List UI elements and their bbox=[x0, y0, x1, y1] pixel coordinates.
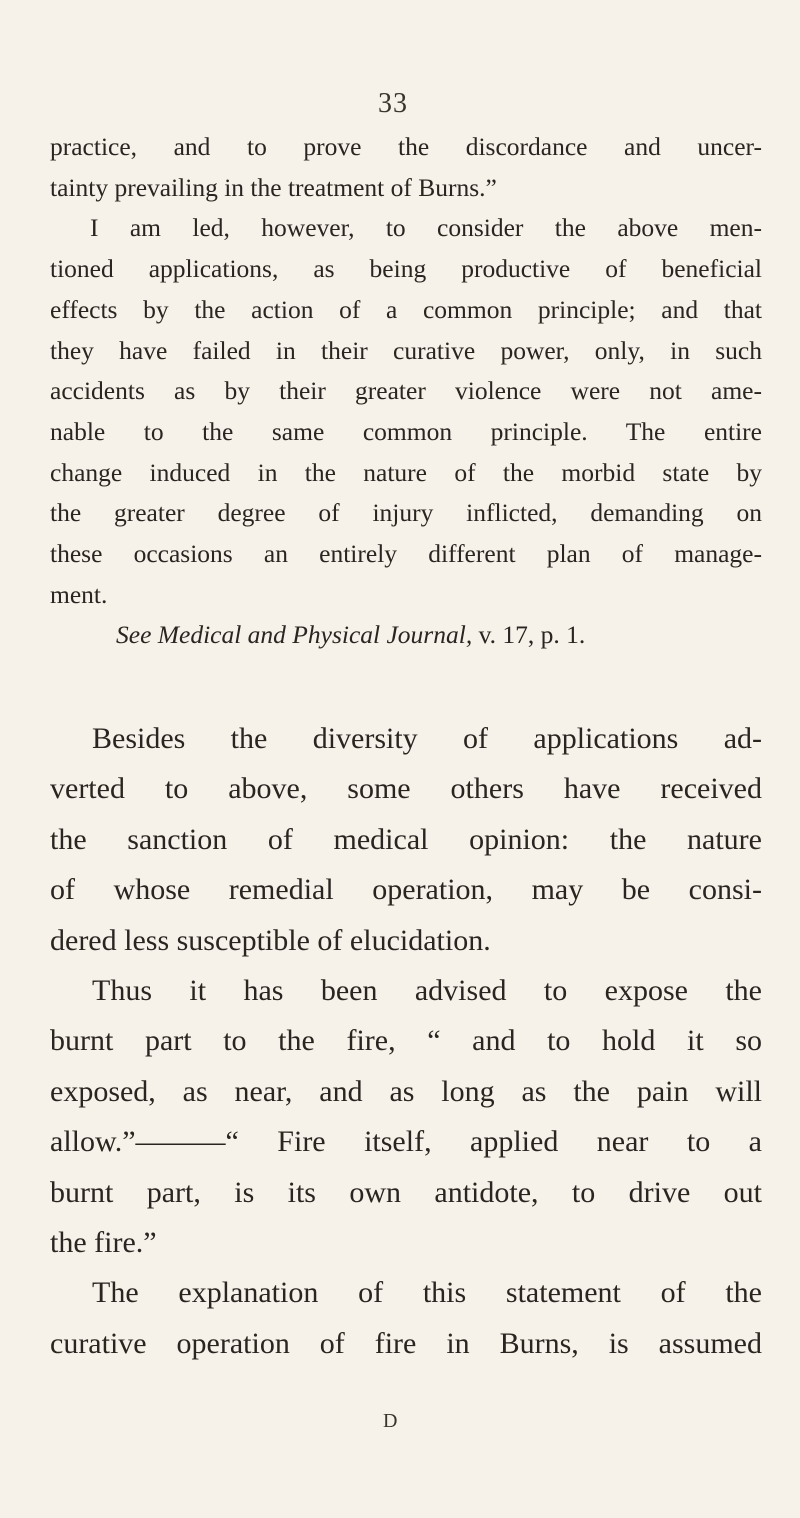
footnote-line: accidents as by their greater violence were not ame- bbox=[50, 376, 762, 406]
body-line: verted to above, some others have received bbox=[50, 772, 762, 806]
body-line: dered less susceptible of elucidation. bbox=[50, 923, 491, 957]
body-line: Besides the diversity of applications ad- bbox=[92, 722, 762, 755]
signature-mark: D bbox=[383, 1410, 398, 1432]
footnote-line: tioned applications, as being productive of beneficial bbox=[50, 254, 762, 284]
footnote-line: nable to the same common principle. The entire bbox=[50, 416, 762, 446]
footnote-line: the greater degree of injury inflicted, demanding on bbox=[50, 498, 762, 528]
body-line: curative operation of fire in Burns, is assumed bbox=[50, 1326, 762, 1360]
footnote-line: practice, and to prove the discordance and uncer- bbox=[50, 132, 762, 161]
footnote-line: I am led, however, to consider the above men- bbox=[90, 213, 762, 243]
footnote-citation bbox=[50, 615, 762, 656]
footnote-line: effects by the action of a common principle; and that bbox=[50, 294, 762, 324]
citation-reference: v. 17, p. 1. bbox=[478, 620, 586, 650]
footnote-line: these occasions an entirely different plan of manage- bbox=[50, 539, 762, 569]
body-line: allow.”———“ Fire itself, applied near to a bbox=[50, 1125, 762, 1159]
main-text-block bbox=[50, 714, 762, 1369]
body-line: burnt part to the fire, “ and to hold it so bbox=[50, 1024, 762, 1058]
footnote-line: they have failed in their curative power, only, in such bbox=[50, 335, 762, 365]
footnote-line: change induced in the nature of the morbid state by bbox=[50, 457, 762, 487]
page-number: 33 bbox=[378, 88, 408, 119]
body-line: exposed, as near, and as long as the pain will bbox=[50, 1074, 762, 1108]
body-line: Thus it has been advised to expose the bbox=[92, 974, 762, 1008]
body-line: the sanction of medical opinion: the nature bbox=[50, 822, 762, 856]
body-line: burnt part, is its own antidote, to drive out bbox=[50, 1175, 762, 1209]
citation-title: See Medical and Physical Journal, bbox=[116, 620, 473, 650]
footnote-line: tainty prevailing in the treatment of Burns.” bbox=[50, 172, 497, 202]
footnote-block bbox=[50, 127, 762, 656]
body-line: The explanation of this statement of the bbox=[92, 1276, 762, 1310]
body-line: of whose remedial operation, may be consi- bbox=[50, 873, 762, 907]
body-line: the fire.” bbox=[50, 1226, 157, 1260]
footnote-line: ment. bbox=[50, 579, 108, 609]
